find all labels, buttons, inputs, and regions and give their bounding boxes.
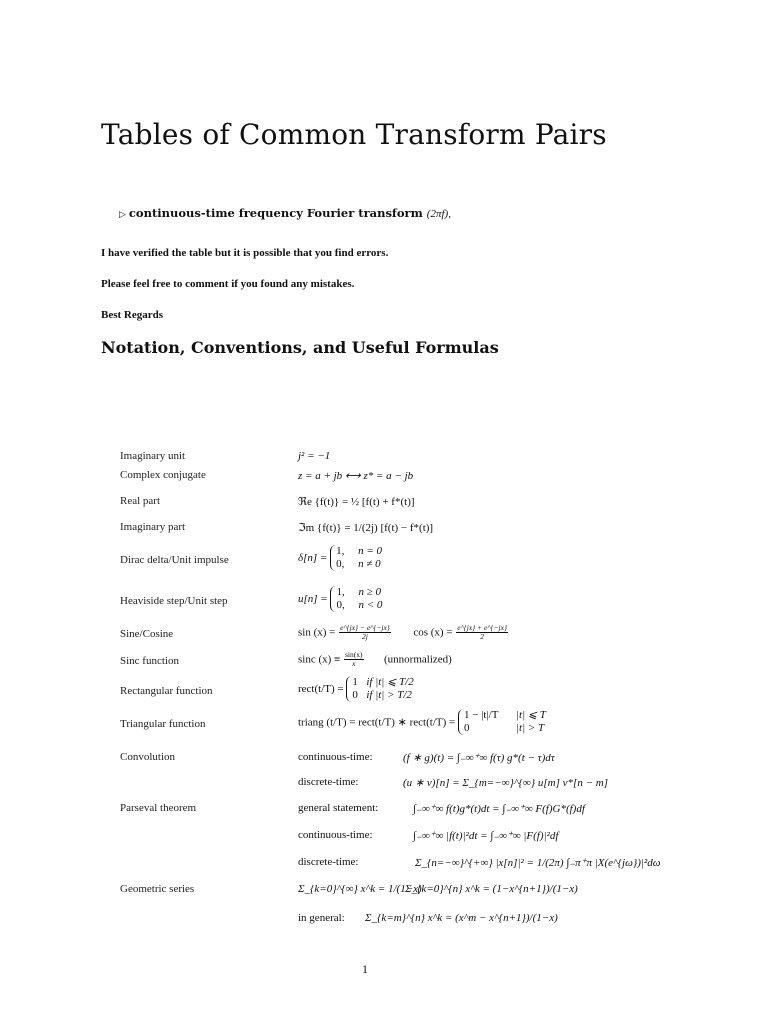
case-condition: n = 0 bbox=[358, 545, 383, 557]
case-value: 0, bbox=[336, 599, 345, 611]
formula-expr bbox=[298, 545, 382, 571]
cases-block bbox=[346, 676, 413, 702]
case-value: 1 bbox=[352, 676, 358, 688]
formula-label: Heaviside step/Unit step bbox=[120, 595, 228, 607]
formula-expr bbox=[298, 624, 509, 641]
sinc-lhs: sinc (x) ≡ bbox=[298, 653, 341, 666]
case-value: 1, bbox=[336, 545, 345, 557]
formula-label: Geometric series bbox=[120, 883, 195, 895]
bullet-text: continuous-time frequency Fourier transform bbox=[128, 206, 423, 220]
formula-expr: j² = −1 bbox=[298, 450, 331, 462]
fraction bbox=[339, 624, 391, 641]
page-number: 1 bbox=[362, 962, 368, 976]
formula-label: Complex conjugate bbox=[120, 469, 206, 481]
formula-label: Convolution bbox=[120, 751, 176, 763]
parseval-kind: discrete-time: bbox=[298, 856, 359, 868]
formula-label: Real part bbox=[120, 495, 161, 507]
formula-label: Parseval theorem bbox=[120, 802, 197, 814]
formula-label: Sine/Cosine bbox=[120, 628, 174, 640]
case-condition: if |t| ⩽ T/2 bbox=[366, 676, 414, 688]
case-value: 1 − |t|/T bbox=[463, 709, 499, 721]
fraction bbox=[456, 624, 508, 641]
note-verified: I have verified the table but it is possible that you find errors. bbox=[101, 247, 389, 259]
formula-label: Triangular function bbox=[120, 718, 206, 730]
formula-expr: ℜe {f(t)} = ½ [f(t) + f*(t)] bbox=[298, 496, 415, 508]
denominator: x bbox=[352, 659, 356, 668]
formula-lhs: triang (t/T) = rect(t/T) ∗ rect(t/T) = bbox=[298, 716, 456, 729]
convolution-expr: (u ∗ v)[n] = Σ_{m=−∞}^{∞} u[m] v*[n − m] bbox=[403, 777, 608, 789]
numerator: sin(x) bbox=[345, 650, 363, 659]
formula-expr bbox=[298, 586, 382, 612]
geometric-expr-infinite: Σ_{k=0}^{∞} x^k = 1/(1−x) bbox=[298, 883, 422, 895]
geometric-expr-finite: Σ_{k=0}^{n} x^k = (1−x^{n+1})/(1−x) bbox=[405, 883, 578, 895]
numerator: e^{jx} + e^{−jx} bbox=[457, 623, 507, 632]
parseval-kind: continuous-time: bbox=[298, 829, 373, 841]
formula-expr bbox=[298, 676, 414, 702]
formula-expr bbox=[298, 651, 452, 668]
sin-lhs: sin (x) = bbox=[298, 626, 336, 639]
section-heading: Notation, Conventions, and Useful Formulas bbox=[101, 338, 499, 357]
cos-lhs: cos (x) = bbox=[413, 626, 453, 639]
convolution-expr: (f ∗ g)(t) = ∫₋∞⁺∞ f(τ) g*(t − τ)dτ bbox=[403, 752, 555, 764]
parseval-expr: ∫₋∞⁺∞ |f(t)|²dt = ∫₋∞⁺∞ |F(f)|²df bbox=[413, 830, 559, 842]
geometric-general-expr: Σ_{k=m}^{n} x^k = (x^m − x^{n+1})/(1−x) bbox=[365, 912, 558, 924]
formula-lhs: rect(t/T) = bbox=[298, 683, 344, 695]
parseval-expr: Σ_{n=−∞}^{+∞} |x[n]|² = 1/(2π) ∫₋π⁺π |X(e^{jω})|²dω bbox=[415, 857, 661, 869]
case-value: 1, bbox=[336, 586, 345, 598]
case-condition: n ≥ 0 bbox=[358, 586, 382, 598]
case-condition: |t| ⩽ T bbox=[515, 709, 546, 721]
formula-expr bbox=[298, 709, 546, 735]
formula-label: Imaginary part bbox=[120, 521, 186, 533]
case-condition: n ≠ 0 bbox=[358, 558, 381, 570]
formula-label: Rectangular function bbox=[120, 685, 213, 697]
note-feedback: Please feel free to comment if you found any mistakes. bbox=[101, 278, 355, 290]
fraction bbox=[344, 651, 364, 668]
formula-lhs: u[n] = bbox=[298, 593, 328, 605]
triangle-bullet-icon: ▷ bbox=[119, 210, 126, 220]
sinc-note: (unnormalized) bbox=[384, 653, 452, 666]
convolution-kind: discrete-time: bbox=[298, 776, 359, 788]
geometric-general-label: in general: bbox=[298, 912, 345, 924]
parseval-expr: ∫₋∞⁺∞ f(t)g*(t)dt = ∫₋∞⁺∞ F(f)G*(f)df bbox=[413, 803, 585, 815]
parseval-kind: general statement: bbox=[298, 802, 379, 814]
formula-label: Imaginary unit bbox=[120, 450, 186, 462]
denominator: 2j bbox=[362, 632, 368, 641]
document-title: Tables of Common Transform Pairs bbox=[101, 118, 607, 151]
note-regards: Best Regards bbox=[101, 309, 164, 321]
formula-expr: ℑm {f(t)} = 1/(2j) [f(t) − f*(t)] bbox=[298, 522, 434, 534]
formula-lhs: δ[n] = bbox=[298, 552, 328, 564]
case-value: 0 bbox=[352, 689, 358, 701]
case-value: 0, bbox=[336, 558, 345, 570]
case-condition: n < 0 bbox=[358, 599, 383, 611]
formula-label: Dirac delta/Unit impulse bbox=[120, 554, 229, 566]
case-condition: |t| > T bbox=[515, 722, 545, 734]
cases-block bbox=[330, 586, 382, 612]
convolution-kind: continuous-time: bbox=[298, 751, 373, 763]
bullet-math: (2πf), bbox=[426, 208, 451, 220]
cases-block bbox=[458, 709, 546, 735]
bullet-item bbox=[119, 206, 451, 220]
cases-block bbox=[330, 545, 382, 571]
formula-expr: z = a + jb ⟷ z* = a − jb bbox=[298, 470, 414, 482]
numerator: e^{jx} − e^{−jx} bbox=[340, 623, 390, 632]
denominator: 2 bbox=[480, 632, 484, 641]
case-value: 0 bbox=[463, 722, 470, 734]
case-condition: if |t| > T/2 bbox=[366, 689, 412, 701]
formula-label: Sinc function bbox=[120, 655, 179, 667]
